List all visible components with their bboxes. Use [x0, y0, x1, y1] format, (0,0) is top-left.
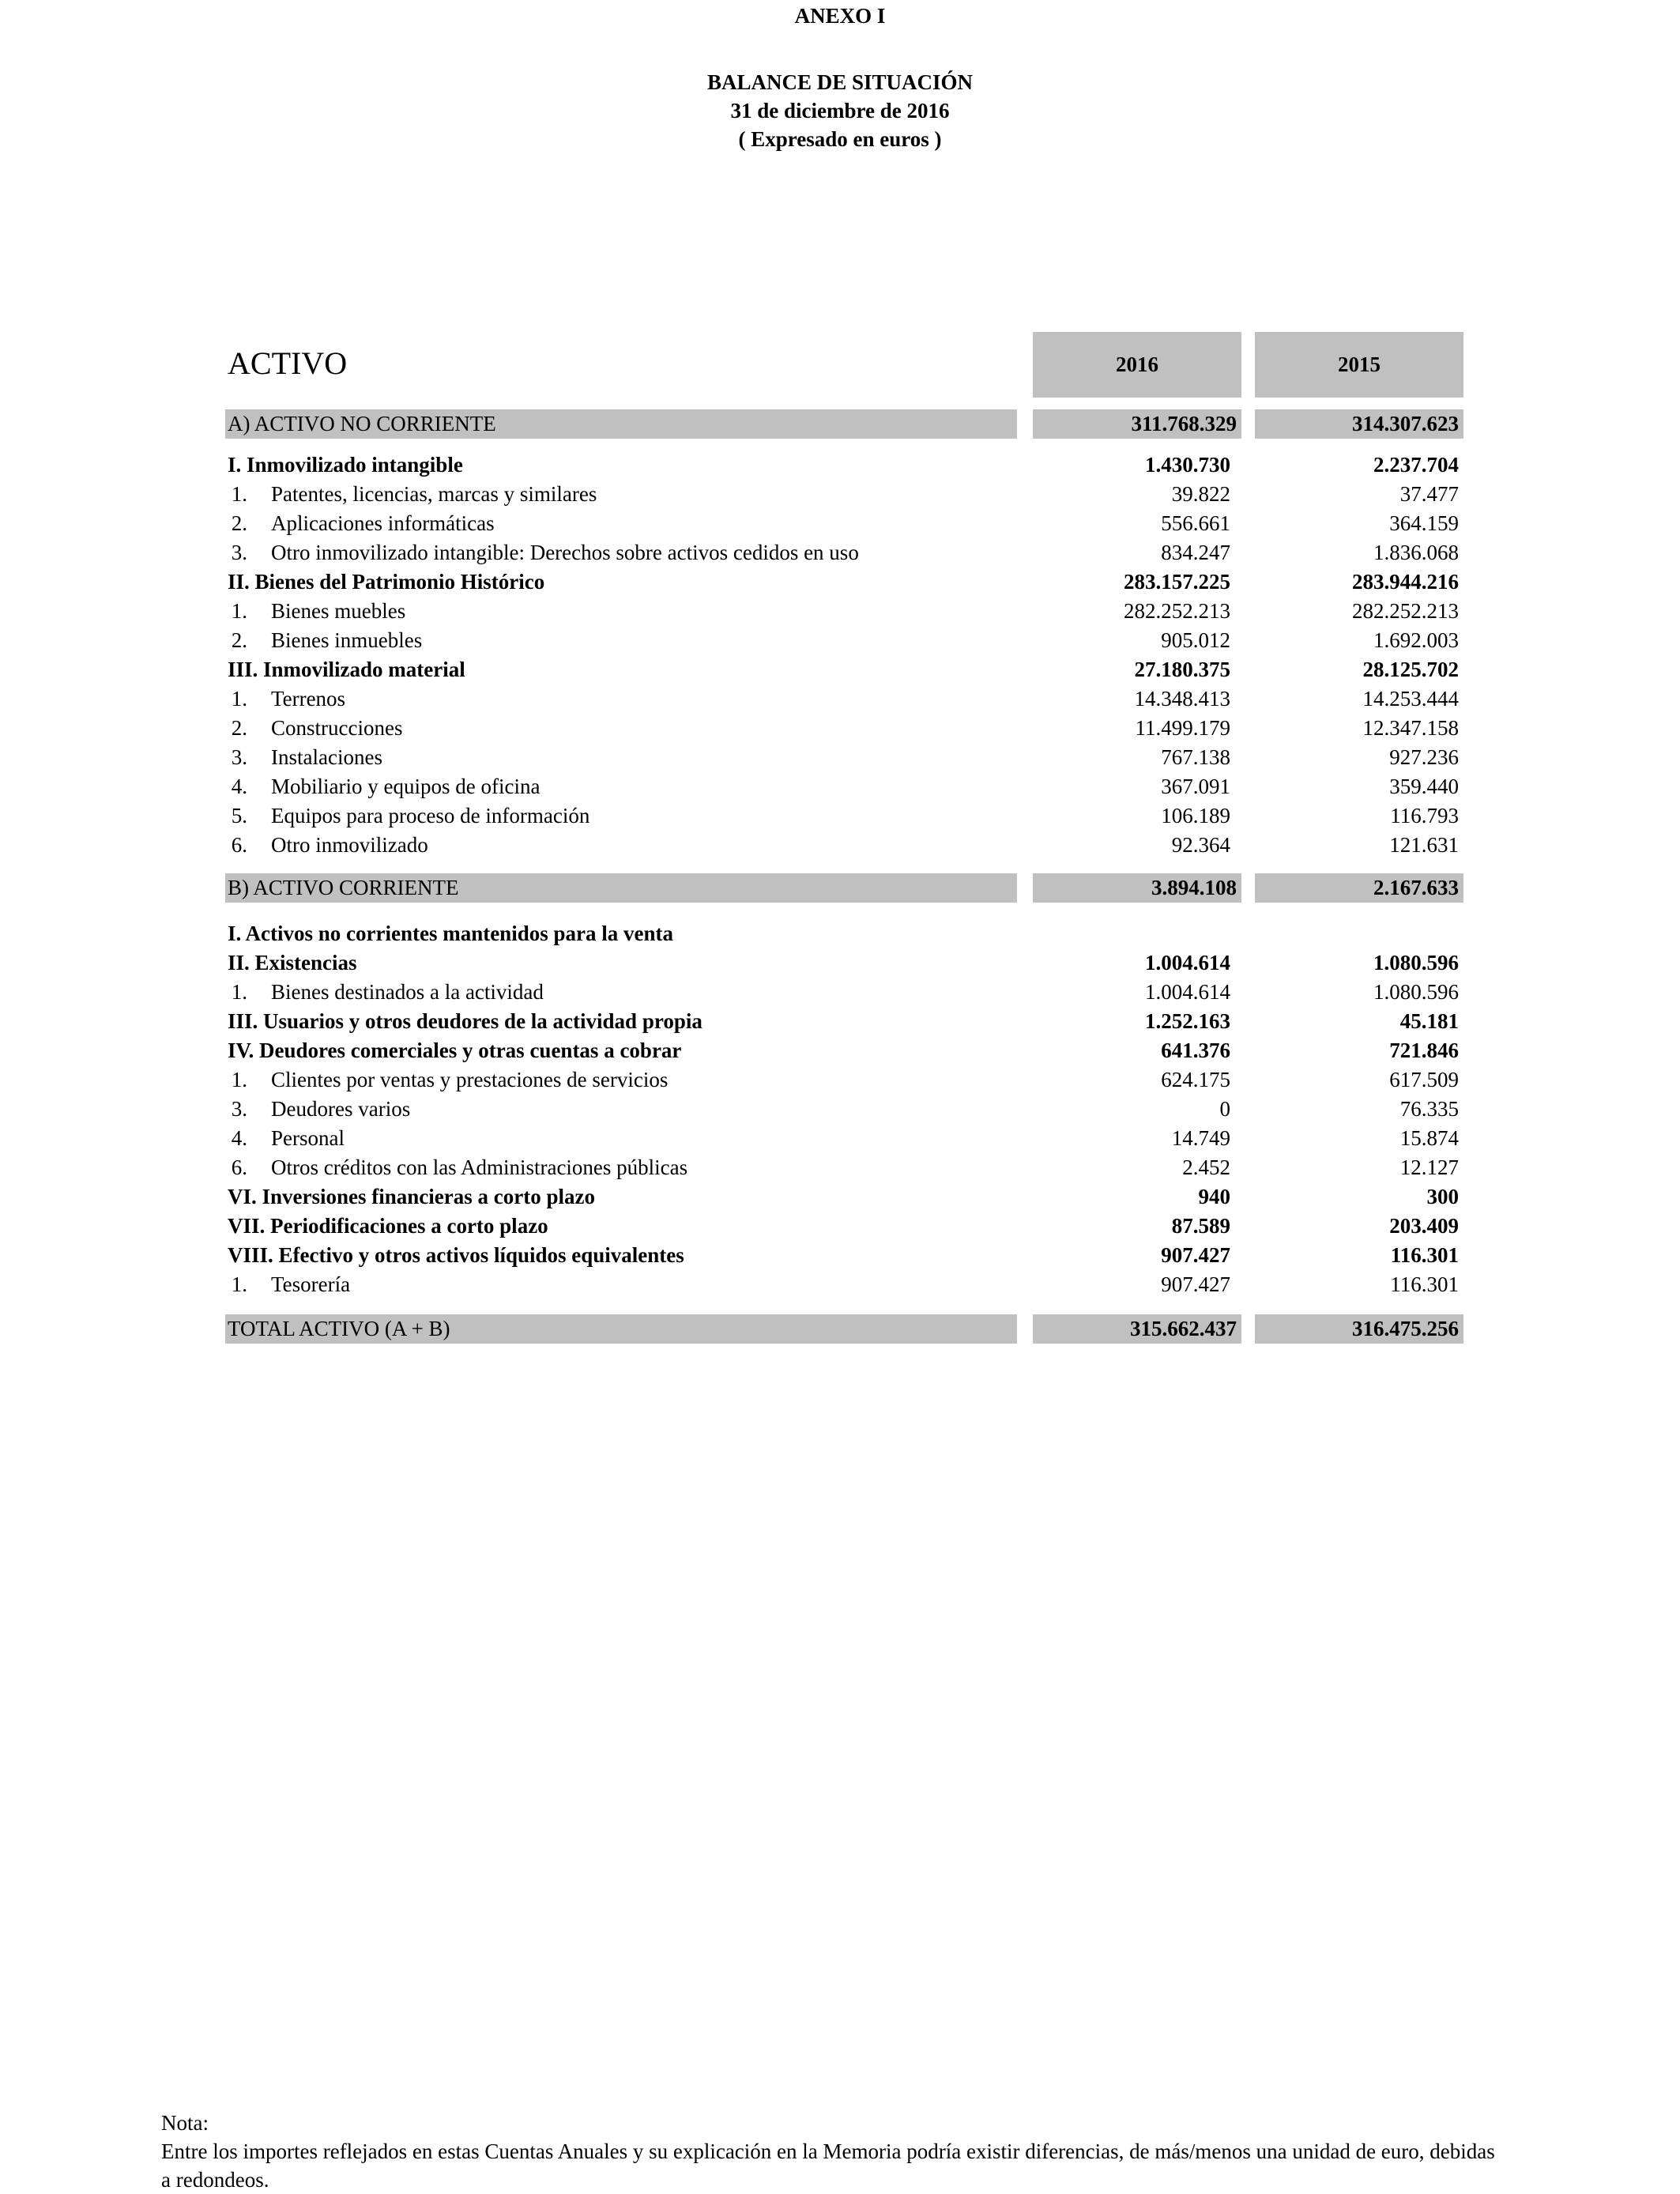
row-label [204, 480, 597, 509]
value-2015: 12.347.158 [1362, 716, 1459, 740]
item-number: 5. [231, 804, 247, 827]
value-2016: 27.180.375 [1134, 658, 1230, 681]
row-label [204, 1065, 668, 1095]
value-2016: 556.661 [1161, 511, 1230, 535]
table-row [0, 1270, 1680, 1299]
value-2016: 1.004.614 [1145, 951, 1230, 974]
table-row [0, 1241, 1680, 1270]
row-label: I. Activos no corrientes mantenidos para la venta [228, 922, 673, 945]
value-2015: 1.692.003 [1373, 628, 1459, 652]
table-row [0, 538, 1680, 567]
item-number: 2. [231, 716, 247, 740]
value-2015: 314.307.623 [1255, 409, 1463, 439]
value-2016 [1033, 919, 1235, 948]
value-2015: 1.836.068 [1373, 541, 1459, 564]
value-2015: 116.793 [1390, 804, 1459, 827]
row-label [204, 743, 382, 772]
value-2016: 2.452 [1182, 1155, 1230, 1179]
item-number: 1. [231, 599, 247, 623]
value-2016: 311.768.329 [1033, 409, 1241, 439]
row-label: IV. Deudores comerciales y otras cuentas a cobrar [228, 1039, 682, 1062]
item-text: Bienes muebles [271, 599, 406, 623]
value-2016: 641.376 [1161, 1039, 1230, 1062]
table-row [0, 714, 1680, 743]
row-label [204, 684, 345, 714]
value-2015 [1255, 919, 1463, 948]
row-label [204, 978, 544, 1007]
item-number: 1. [231, 1272, 247, 1296]
item-text: Bienes destinados a la actividad [271, 980, 544, 1004]
table-row-total [0, 1314, 1680, 1344]
document-date: 31 de diciembre de 2016 [730, 99, 950, 123]
value-2015: 283.944.216 [1352, 570, 1459, 594]
item-text: Aplicaciones informáticas [271, 511, 495, 535]
table-row [0, 801, 1680, 831]
row-label [204, 538, 859, 567]
value-2015: 203.409 [1389, 1214, 1459, 1238]
value-2016: 907.427 [1161, 1243, 1230, 1267]
row-label [204, 801, 590, 831]
item-text: Equipos para proceso de información [271, 804, 590, 827]
row-label [204, 1153, 687, 1182]
value-2015: 37.477 [1399, 482, 1459, 506]
table-row [0, 480, 1680, 509]
item-text: Tesorería [271, 1272, 351, 1296]
value-2016: 106.189 [1161, 804, 1230, 827]
table-row [0, 1182, 1680, 1212]
item-text: Otro inmovilizado intangible: Derechos sobre activos cedidos en uso [271, 541, 859, 564]
value-2015: 359.440 [1389, 775, 1459, 798]
item-number: 1. [231, 687, 247, 711]
value-2015: 76.335 [1399, 1097, 1459, 1121]
item-text: Bienes inmuebles [271, 628, 423, 652]
item-text: Terrenos [271, 687, 346, 711]
item-text: Instalaciones [271, 745, 382, 769]
value-2015: 1.080.596 [1373, 980, 1459, 1004]
value-2016: 14.749 [1171, 1126, 1230, 1150]
section-title-activo: ACTIVO [228, 345, 348, 381]
value-2016: 11.499.179 [1135, 716, 1230, 740]
value-2015: 617.509 [1389, 1068, 1459, 1091]
value-2016: 1.004.614 [1145, 980, 1230, 1004]
value-2015: 721.846 [1389, 1039, 1459, 1062]
value-2015: 2.167.633 [1255, 873, 1463, 903]
row-label [204, 831, 428, 860]
item-text: Clientes por ventas y prestaciones de servicios [271, 1068, 669, 1091]
table-row [0, 409, 1680, 439]
row-label: VII. Periodificaciones a corto plazo [228, 1214, 548, 1238]
value-2015: 282.252.213 [1352, 599, 1459, 623]
table-row [0, 978, 1680, 1007]
annex-label: ANEXO I [794, 4, 886, 28]
note-text: Entre los importes reflejados en estas Cuentas Anuales y su explicación en la Memoria podría existir diferencias, de más/menos una unidad de euro, debidas a redondeos. [161, 2139, 1495, 2192]
value-2016: 1.430.730 [1145, 453, 1230, 477]
row-label: III. Usuarios y otros deudores de la actividad propia [228, 1009, 703, 1033]
table-row [0, 684, 1680, 714]
value-2016: 367.091 [1161, 775, 1230, 798]
item-text: Otros créditos con las Administraciones públicas [271, 1155, 688, 1179]
value-2016: 767.138 [1161, 745, 1230, 769]
note-heading: Nota: [161, 2111, 209, 2135]
table-row [0, 450, 1680, 480]
table-row [0, 626, 1680, 655]
value-2015: 364.159 [1389, 511, 1459, 535]
value-2015: 2.237.704 [1373, 453, 1459, 477]
value-2015: 316.475.256 [1255, 1314, 1463, 1344]
table-row [0, 1007, 1680, 1036]
row-label [204, 1095, 410, 1124]
value-2016: 907.427 [1161, 1272, 1230, 1296]
value-2015: 28.125.702 [1362, 658, 1459, 681]
value-2016: 92.364 [1171, 833, 1230, 857]
row-label [204, 772, 540, 801]
item-number: 6. [231, 1155, 247, 1179]
table-row [0, 831, 1680, 860]
row-label: I. Inmovilizado intangible [228, 453, 463, 477]
table-row [0, 509, 1680, 538]
row-label [204, 597, 405, 626]
value-2015: 15.874 [1399, 1126, 1459, 1150]
item-number: 3. [231, 541, 247, 564]
row-label [204, 714, 402, 743]
value-2016: 905.012 [1161, 628, 1230, 652]
item-text: Construcciones [271, 716, 403, 740]
column-header-2015: 2015 [1255, 332, 1463, 398]
value-2015: 14.253.444 [1362, 687, 1459, 711]
table-row [0, 1124, 1680, 1153]
table-row [0, 1153, 1680, 1182]
item-number: 1. [231, 482, 247, 506]
item-number: 3. [231, 745, 247, 769]
item-number: 6. [231, 833, 247, 857]
item-number: 4. [231, 1126, 247, 1150]
table-row [0, 919, 1680, 948]
row-label [204, 1270, 350, 1299]
row-label: VI. Inversiones financieras a corto plazo [228, 1185, 595, 1208]
column-header-2016: 2016 [1033, 332, 1241, 398]
table-row [0, 655, 1680, 684]
value-2016: 315.662.437 [1033, 1314, 1241, 1344]
row-label: III. Inmovilizado material [228, 658, 465, 681]
row-label [204, 1124, 345, 1153]
row-label: B) ACTIVO CORRIENTE [225, 873, 1017, 903]
value-2015: 116.301 [1390, 1243, 1459, 1267]
value-2016: 282.252.213 [1124, 599, 1230, 623]
value-2016: 0 [1219, 1097, 1230, 1121]
value-2016: 1.252.163 [1145, 1009, 1230, 1033]
value-2016: 940 [1198, 1185, 1230, 1208]
item-text: Patentes, licencias, marcas y similares [271, 482, 597, 506]
item-number: 3. [231, 1097, 247, 1121]
table-row [0, 1095, 1680, 1124]
value-2015: 300 [1426, 1185, 1459, 1208]
currency-note: ( Expresado en euros ) [738, 127, 942, 151]
item-text: Deudores varios [271, 1097, 411, 1121]
row-label: A) ACTIVO NO CORRIENTE [225, 409, 1017, 439]
item-text: Mobiliario y equipos de oficina [271, 775, 541, 798]
value-2016: 87.589 [1171, 1214, 1230, 1238]
value-2016: 834.247 [1161, 541, 1230, 564]
value-2015: 12.127 [1399, 1155, 1459, 1179]
value-2016: 3.894.108 [1033, 873, 1241, 903]
value-2016: 39.822 [1171, 482, 1230, 506]
value-2015: 116.301 [1390, 1272, 1459, 1296]
table-row [0, 567, 1680, 597]
table-row [0, 1212, 1680, 1241]
row-label [204, 509, 495, 538]
table-row [0, 873, 1680, 903]
value-2015: 1.080.596 [1373, 951, 1459, 974]
value-2016: 624.175 [1161, 1068, 1230, 1091]
table-row [0, 772, 1680, 801]
table-row [0, 948, 1680, 978]
table-row [0, 743, 1680, 772]
row-label: TOTAL ACTIVO (A + B) [225, 1314, 1017, 1344]
document-title: BALANCE DE SITUACIÓN [706, 70, 974, 94]
item-number: 4. [231, 775, 247, 798]
value-2016: 14.348.413 [1134, 687, 1230, 711]
item-number: 2. [231, 628, 247, 652]
row-label: II. Existencias [228, 951, 357, 974]
table-row [0, 597, 1680, 626]
value-2015: 927.236 [1389, 745, 1459, 769]
row-label [204, 626, 422, 655]
row-label: VIII. Efectivo y otros activos líquidos equivalentes [228, 1243, 684, 1267]
item-text: Personal [271, 1126, 345, 1150]
item-text: Otro inmovilizado [271, 833, 428, 857]
item-number: 2. [231, 511, 247, 535]
row-label: II. Bienes del Patrimonio Histórico [228, 570, 545, 594]
table-row [0, 1065, 1680, 1095]
value-2015: 45.181 [1399, 1009, 1459, 1033]
value-2016: 283.157.225 [1124, 570, 1230, 594]
table-row [0, 1036, 1680, 1065]
item-number: 1. [231, 980, 247, 1004]
item-number: 1. [231, 1068, 247, 1091]
value-2015: 121.631 [1389, 833, 1459, 857]
